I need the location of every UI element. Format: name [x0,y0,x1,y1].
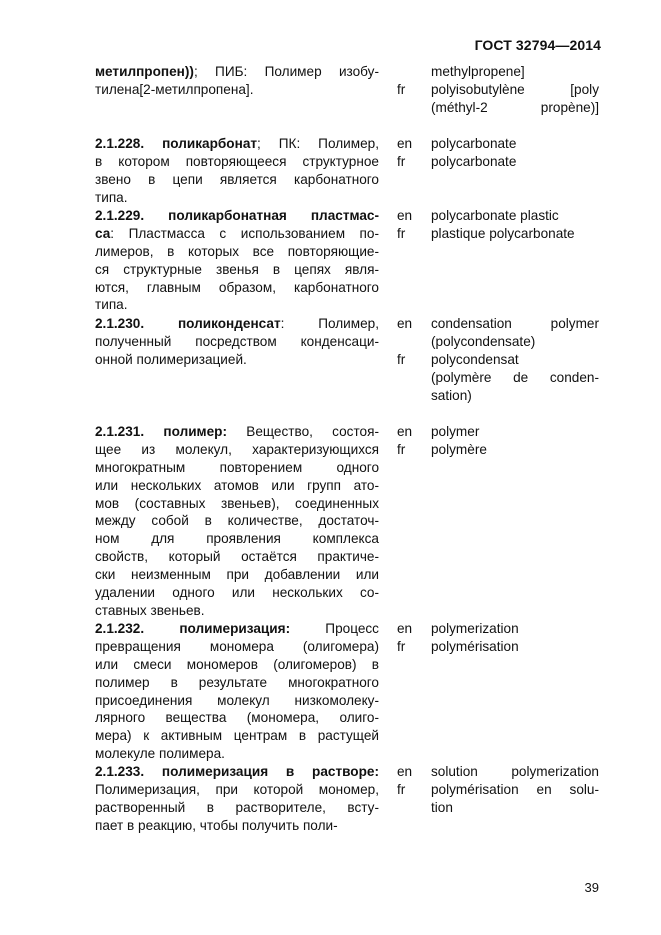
term-heading: 2.1.231. полимер: [95,424,228,439]
definition-text: мера) к активным центрам в растущей [95,728,379,744]
definition-text: : Полимер, [280,316,380,331]
term-translations [431,207,599,243]
definition-line [95,692,379,710]
translation-line: (méthyl-2 propène)] [431,99,599,115]
definition-line [95,745,379,763]
definition-text: онной полимеризацией. [95,351,247,367]
definition-line [95,709,379,727]
language-code: en [397,136,413,151]
translation-line: solution polymerization [431,764,599,779]
translation-line: (polycondensate) [431,333,536,349]
translation-line: polycarbonate [431,153,517,169]
term-definition [95,315,379,369]
definition-text: ски неизменным при добавлении или [95,567,379,583]
translation-line: (polymère de conden- [431,369,599,385]
definition-line [95,727,379,745]
definition-line [95,477,379,495]
definition-line [95,602,379,620]
definition-line [95,189,379,207]
definition-line [95,620,379,638]
definition-line [95,817,379,835]
definition-line [95,459,379,477]
definition-line [95,781,379,799]
translation-line: plastique polycarbonate [431,225,575,241]
language-codes [397,763,421,799]
definition-line [95,441,379,459]
term-definition [95,763,379,835]
definition-text: ся структурные звенья в цепях явля- [95,261,379,277]
definition-text: ; ПК: Полимер, [257,136,379,151]
definition-line [95,261,379,279]
language-code: fr [397,351,406,367]
definition-text: лярного вещества (мономера, олиго- [95,710,379,726]
definition-text: удалении одного или нескольких со- [95,585,379,601]
definition-text: ставных звеньев. [95,602,205,618]
definition-line [95,153,379,171]
definition-text: ; ПИБ: Полимер изобу- [193,64,379,79]
language-code: en [397,764,413,779]
translation-line: polymerization [431,621,519,636]
term-definition [95,135,379,207]
definition-line [95,674,379,692]
language-code: fr [397,441,406,457]
definition-text: или смеси мономеров (олигомеров) в [95,656,379,672]
language-codes [397,620,421,656]
definition-line [95,584,379,602]
language-code [397,333,421,351]
term-translations [431,620,599,656]
language-code: fr [397,638,406,654]
definition-line [95,530,379,548]
translation-line: polyisobutylène [poly [431,81,599,97]
definition-text: типа. [95,189,128,205]
definition-text: в котором повторяющееся структурное [95,153,379,169]
translation-line: polymérisation en solu- [431,781,599,797]
term-heading: 2.1.233. полимеризация в растворе: [95,764,379,779]
definition-text: Полимеризация, при которой мономер, [95,781,379,797]
translation-line: polymer [431,424,480,439]
term-definition [95,207,379,314]
term-definition [95,620,379,763]
language-code: fr [397,153,406,169]
definition-text: или нескольких атомов или групп ато- [95,477,379,493]
definition-text: лимеров, в которых все повторяющие- [95,243,379,259]
definition-text: щее из молекул, характеризующихся [95,441,379,457]
definition-text: тилена[2-метилпропена]. [95,81,254,97]
definition-text: многократным повторением одного [95,459,379,475]
language-codes [397,207,421,243]
definition-line [95,799,379,817]
language-code [397,63,421,81]
language-codes [397,315,421,369]
language-codes [397,135,421,171]
term-translations [431,135,599,171]
term-translations [431,423,599,459]
definition-line [95,171,379,189]
definition-text: типа. [95,297,128,313]
translation-line: polymère [431,441,487,457]
definition-line [95,638,379,656]
language-code: en [397,208,413,223]
definition-line [95,763,379,781]
definition-text: мов (составных звеньев), соединенных [95,495,379,511]
translation-line: polycondensat [431,351,519,367]
language-code: fr [397,781,406,797]
definition-line [95,333,379,351]
definition-text: ются, главным образом, карбонатного [95,279,379,295]
term-heading: са [95,225,111,241]
term-heading: 2.1.229. поликарбонатная пластмас- [95,208,379,223]
definition-text: звено в цепи является карбонатного [95,171,379,187]
definition-line [95,135,379,153]
term-translations [431,315,599,404]
language-codes [397,63,421,99]
definition-line [95,315,379,333]
term-heading: метилпропен)) [95,64,194,79]
definition-text: молекуле полимера. [95,746,225,762]
term-heading: 2.1.230. поликонденсат [95,316,281,331]
definition-line [95,423,379,441]
definition-text: полимер в результате многократного [95,674,379,690]
definition-line [95,495,379,513]
definition-line [95,279,379,297]
definition-line [95,296,379,314]
translation-line: polycarbonate plastic [431,208,559,223]
definition-line [95,351,379,369]
definition-line [95,81,379,99]
language-code: en [397,621,413,636]
language-code: fr [397,81,406,97]
definition-line [95,207,379,225]
definition-text: растворенный в растворителе, всту- [95,799,379,815]
translation-line: sation) [431,387,472,403]
translation-line: polycarbonate [431,136,517,151]
language-code: en [397,424,413,439]
translation-line: polymérisation [431,638,519,654]
term-translations [431,763,599,817]
term-translations [431,63,599,117]
definition-line [95,243,379,261]
definition-line [95,63,379,81]
definition-text: полученный посредством конденсаци- [95,333,379,349]
language-code: fr [397,225,406,241]
language-code: en [397,316,413,331]
term-definition [95,63,379,99]
definition-line [95,225,379,243]
definition-text: ном для проявления комплекса [95,531,379,547]
term-definition [95,423,379,620]
definition-line [95,566,379,584]
definition-line [95,656,379,674]
definition-line [95,512,379,530]
term-heading: 2.1.228. поликарбонат [95,136,258,151]
definition-text: присоединения молекул низкомолеку- [95,692,379,708]
definition-text: : Пластмасса с использованием по- [110,225,379,241]
translation-line: methylpropene] [431,64,525,79]
translation-line: condensation polymer [431,316,599,331]
definition-text: свойств, который остаётся практиче- [95,549,379,565]
definition-text: Процесс [290,621,379,636]
definition-text: Вещество, состоя- [227,424,380,439]
language-codes [397,423,421,459]
definition-text: превращения мономера (олигомера) [95,638,379,654]
definition-text: между собой в количестве, достаточ- [95,513,379,529]
definition-line [95,548,379,566]
definition-text: пает в реакцию, чтобы получить поли- [95,817,338,833]
term-heading: 2.1.232. полимеризация: [95,621,291,636]
standard-header: ГОСТ 32794—2014 [474,37,601,53]
page-number: 39 [584,880,599,895]
translation-line: tion [431,799,453,815]
